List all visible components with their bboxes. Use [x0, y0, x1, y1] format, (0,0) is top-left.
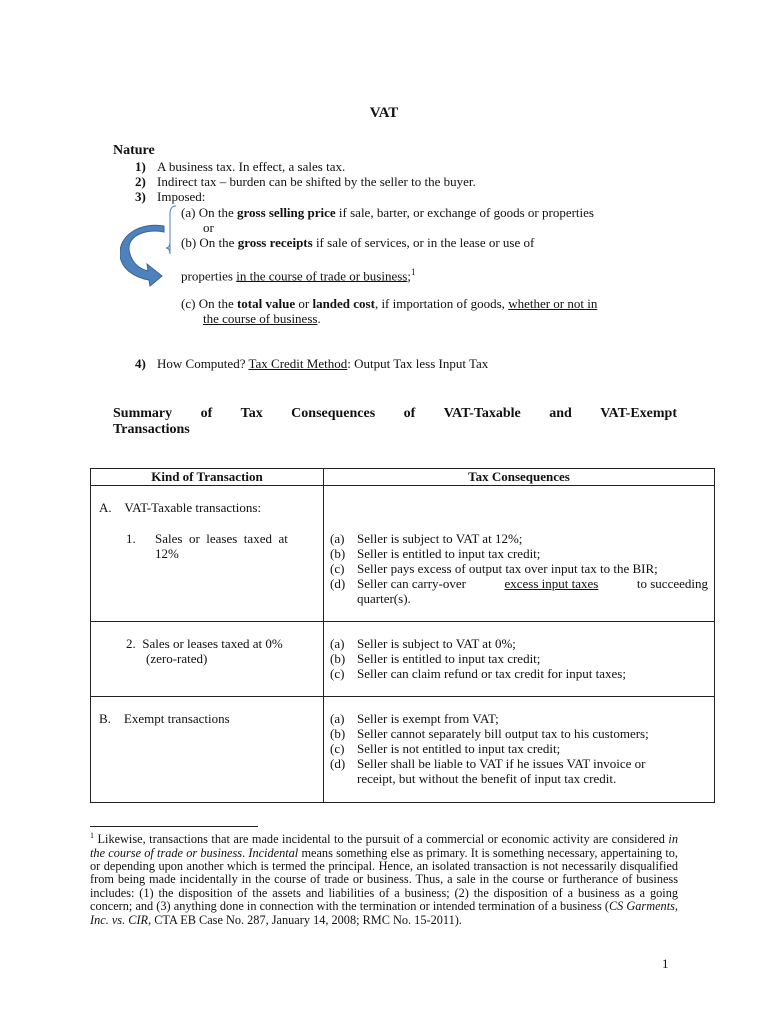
clause-text: if sale of services, or in the lease or use of: [312, 235, 535, 250]
item-text: Indirect tax – burden can be shifted by the seller to the buyer.: [157, 174, 476, 189]
clause-bold: landed cost: [312, 296, 375, 311]
footnote-divider: [90, 826, 258, 827]
list-item: [330, 531, 708, 546]
item-text: Seller cannot separately bill output tax to his customers;: [357, 726, 649, 741]
clause-bold: gross receipts: [237, 235, 313, 250]
clause-bold: total value: [236, 296, 296, 311]
item-text: Seller is subject to VAT at 0%;: [357, 636, 516, 651]
clause-text: properties: [181, 268, 237, 284]
item-label-spacer: [330, 591, 357, 606]
column-header-consequences: Tax Consequences: [324, 469, 715, 486]
table-row: [91, 697, 715, 803]
footnote-italic: CS Garments, Inc. vs. CIR: [90, 899, 678, 927]
list-item: [330, 711, 708, 726]
consequences-cell: [324, 622, 715, 697]
clause-label: (b): [181, 235, 197, 250]
kind-text: 2. Sales or leases taxed at 0%: [126, 636, 283, 651]
nature-item-2: [135, 174, 476, 189]
footnote-text: , CTA EB Case No. 287, January 14, 2008; RMC No. 15-2011).: [148, 912, 462, 927]
bracket-icon: [166, 206, 176, 254]
list-item: [330, 726, 708, 741]
clause-text: ;: [407, 268, 411, 284]
item-label: (b): [330, 651, 346, 666]
footnote: [90, 829, 678, 927]
nature-item-1: [135, 159, 345, 174]
list-item: [330, 666, 708, 681]
kind-text-cont: (zero-rated): [146, 651, 208, 666]
item-label: (a): [330, 711, 345, 726]
item-text-part: Seller can carry-over: [357, 576, 466, 591]
kind-cell: [91, 622, 324, 697]
item-text: [357, 576, 708, 591]
item-label: (d): [330, 756, 346, 771]
nature-heading: Nature: [113, 143, 155, 158]
summary-heading: [113, 406, 677, 438]
item-number: 4): [135, 356, 146, 371]
clause-text: On the: [198, 205, 237, 220]
clause-underline: whether or not in: [508, 296, 598, 311]
item-text: Seller is entitled to input tax credit;: [357, 651, 541, 666]
item-text: Seller is subject to VAT at 12%;: [357, 531, 523, 546]
clause-underline: in the course of trade or business: [236, 268, 408, 284]
item-number: 1): [135, 159, 146, 174]
item-text-part: to succeeding: [636, 576, 708, 591]
bracket-arrow-graphic: [120, 200, 180, 290]
footnote-italic: in the course of trade or business: [90, 832, 678, 860]
consequences-cell: [324, 697, 715, 803]
table-header-row: [91, 469, 715, 486]
item-text: Seller is exempt from VAT;: [357, 711, 499, 726]
list-item: [330, 546, 708, 561]
summary-word: VAT-Taxable: [443, 406, 521, 421]
kind-text: Sales or leases taxed at: [155, 531, 288, 546]
summary-word: VAT-Exempt: [600, 406, 677, 421]
item-text: Seller pays excess of output tax over input tax to the BIR;: [357, 561, 658, 576]
list-item: [330, 576, 708, 591]
clause-text: if sale, barter, or exchange of goods or properties: [335, 205, 594, 220]
imposed-a: [181, 205, 594, 220]
item-number: 2): [135, 174, 146, 189]
summary-line-2: Transactions: [113, 422, 190, 437]
section-a-label: A. VAT-Taxable transactions:: [99, 500, 262, 515]
summary-word: and: [549, 406, 572, 421]
table-row: [91, 622, 715, 697]
kind-cell: [91, 486, 324, 622]
clause-label: (a): [181, 205, 196, 220]
footnote-ref: 1: [410, 267, 416, 277]
item-text: How Computed?: [157, 356, 249, 371]
summary-word: of: [200, 406, 213, 421]
list-item: [330, 756, 708, 771]
summary-word: Consequences: [291, 406, 376, 421]
item-text: Seller is not entitled to input tax credit;: [357, 741, 561, 756]
item-text: A business tax. In effect, a sales tax.: [157, 159, 346, 174]
table-row: [91, 486, 715, 622]
item-label: (c): [330, 666, 345, 681]
item-text: Seller can claim refund or tax credit for input taxes;: [357, 666, 626, 681]
kind-text-cont: 12%: [155, 546, 179, 561]
item-label: (a): [330, 636, 345, 651]
consequences-cell: [324, 486, 715, 622]
clause-text: .: [317, 311, 321, 326]
item-label: (a): [330, 531, 345, 546]
imposed-properties: [181, 265, 415, 283]
item-text: Imposed:: [157, 189, 206, 204]
page-number: 1: [662, 956, 669, 971]
clause-text: On the: [198, 296, 237, 311]
item-text: quarter(s).: [357, 591, 411, 606]
column-header-kind: Kind of Transaction: [91, 469, 324, 486]
item-number: 3): [135, 189, 146, 204]
item-text: Seller shall be liable to VAT if he issues VAT invoice or: [357, 756, 646, 771]
item-label: (c): [330, 741, 345, 756]
clause-text: On the: [199, 235, 238, 250]
list-item-cont: [330, 771, 708, 786]
kind-number: 1.: [126, 531, 136, 546]
summary-word: Summary: [113, 406, 173, 421]
imposed-c: [181, 296, 597, 311]
item-text: : Output Tax less Input Tax: [347, 356, 489, 371]
item-label: (c): [330, 561, 345, 576]
item-label: (b): [330, 546, 346, 561]
list-item: [330, 636, 708, 651]
clause-underline: the course of business: [203, 311, 318, 326]
imposed-b: [181, 235, 534, 250]
imposed-c-cont: [203, 311, 321, 326]
item-label: (d): [330, 576, 346, 591]
footnote-text: means something else as primary. It is something necessary, appertaining to, or depending upon another which is termed the principal. Hence, an isolated transaction is not necessarily disqualified from being made incidentally in the course of trade or business. Thus, a sale in the course or furtherance of business includes: (1) the disposition of the assets and liabilities of a business; (2) the disposition of a business as a going concern; and (3) anything done in connection with the termination or intended termination of a business (: [90, 845, 678, 914]
curved-arrow-icon: [120, 225, 164, 286]
clause-bold: gross selling price: [236, 205, 336, 220]
item-underline: excess input taxes: [504, 576, 599, 591]
clause-text: or: [295, 296, 313, 311]
footnote-text: Likewise, transactions that are made incidental to the pursuit of a commercial or economic activity are considered: [94, 832, 669, 847]
nature-item-4: [135, 356, 488, 371]
list-item-cont: [330, 591, 708, 606]
clause-label: (c): [181, 296, 196, 311]
summary-word: of: [403, 406, 416, 421]
page-title: VAT: [369, 105, 399, 121]
item-text: receipt, but without the benefit of input tax credit.: [357, 771, 617, 786]
kind-cell: [91, 697, 324, 803]
list-item: [330, 561, 708, 576]
clause-text: , if importation of goods,: [374, 296, 509, 311]
footnote-number: 1: [90, 831, 94, 840]
item-label: (b): [330, 726, 346, 741]
list-item: [330, 651, 708, 666]
item-text: Seller is entitled to input tax credit;: [357, 546, 541, 561]
summary-line-1: [113, 406, 677, 422]
imposed-or: or: [203, 220, 214, 235]
footnote-italic: Incidental: [248, 845, 299, 860]
summary-word: Tax: [240, 406, 263, 421]
tax-consequences-table: [90, 468, 715, 803]
item-label-spacer: [330, 771, 357, 786]
section-b-label: B. Exempt transactions: [99, 711, 230, 726]
list-item: [330, 741, 708, 756]
method-underline: Tax Credit Method: [248, 356, 348, 371]
footnote-text: .: [242, 845, 249, 860]
